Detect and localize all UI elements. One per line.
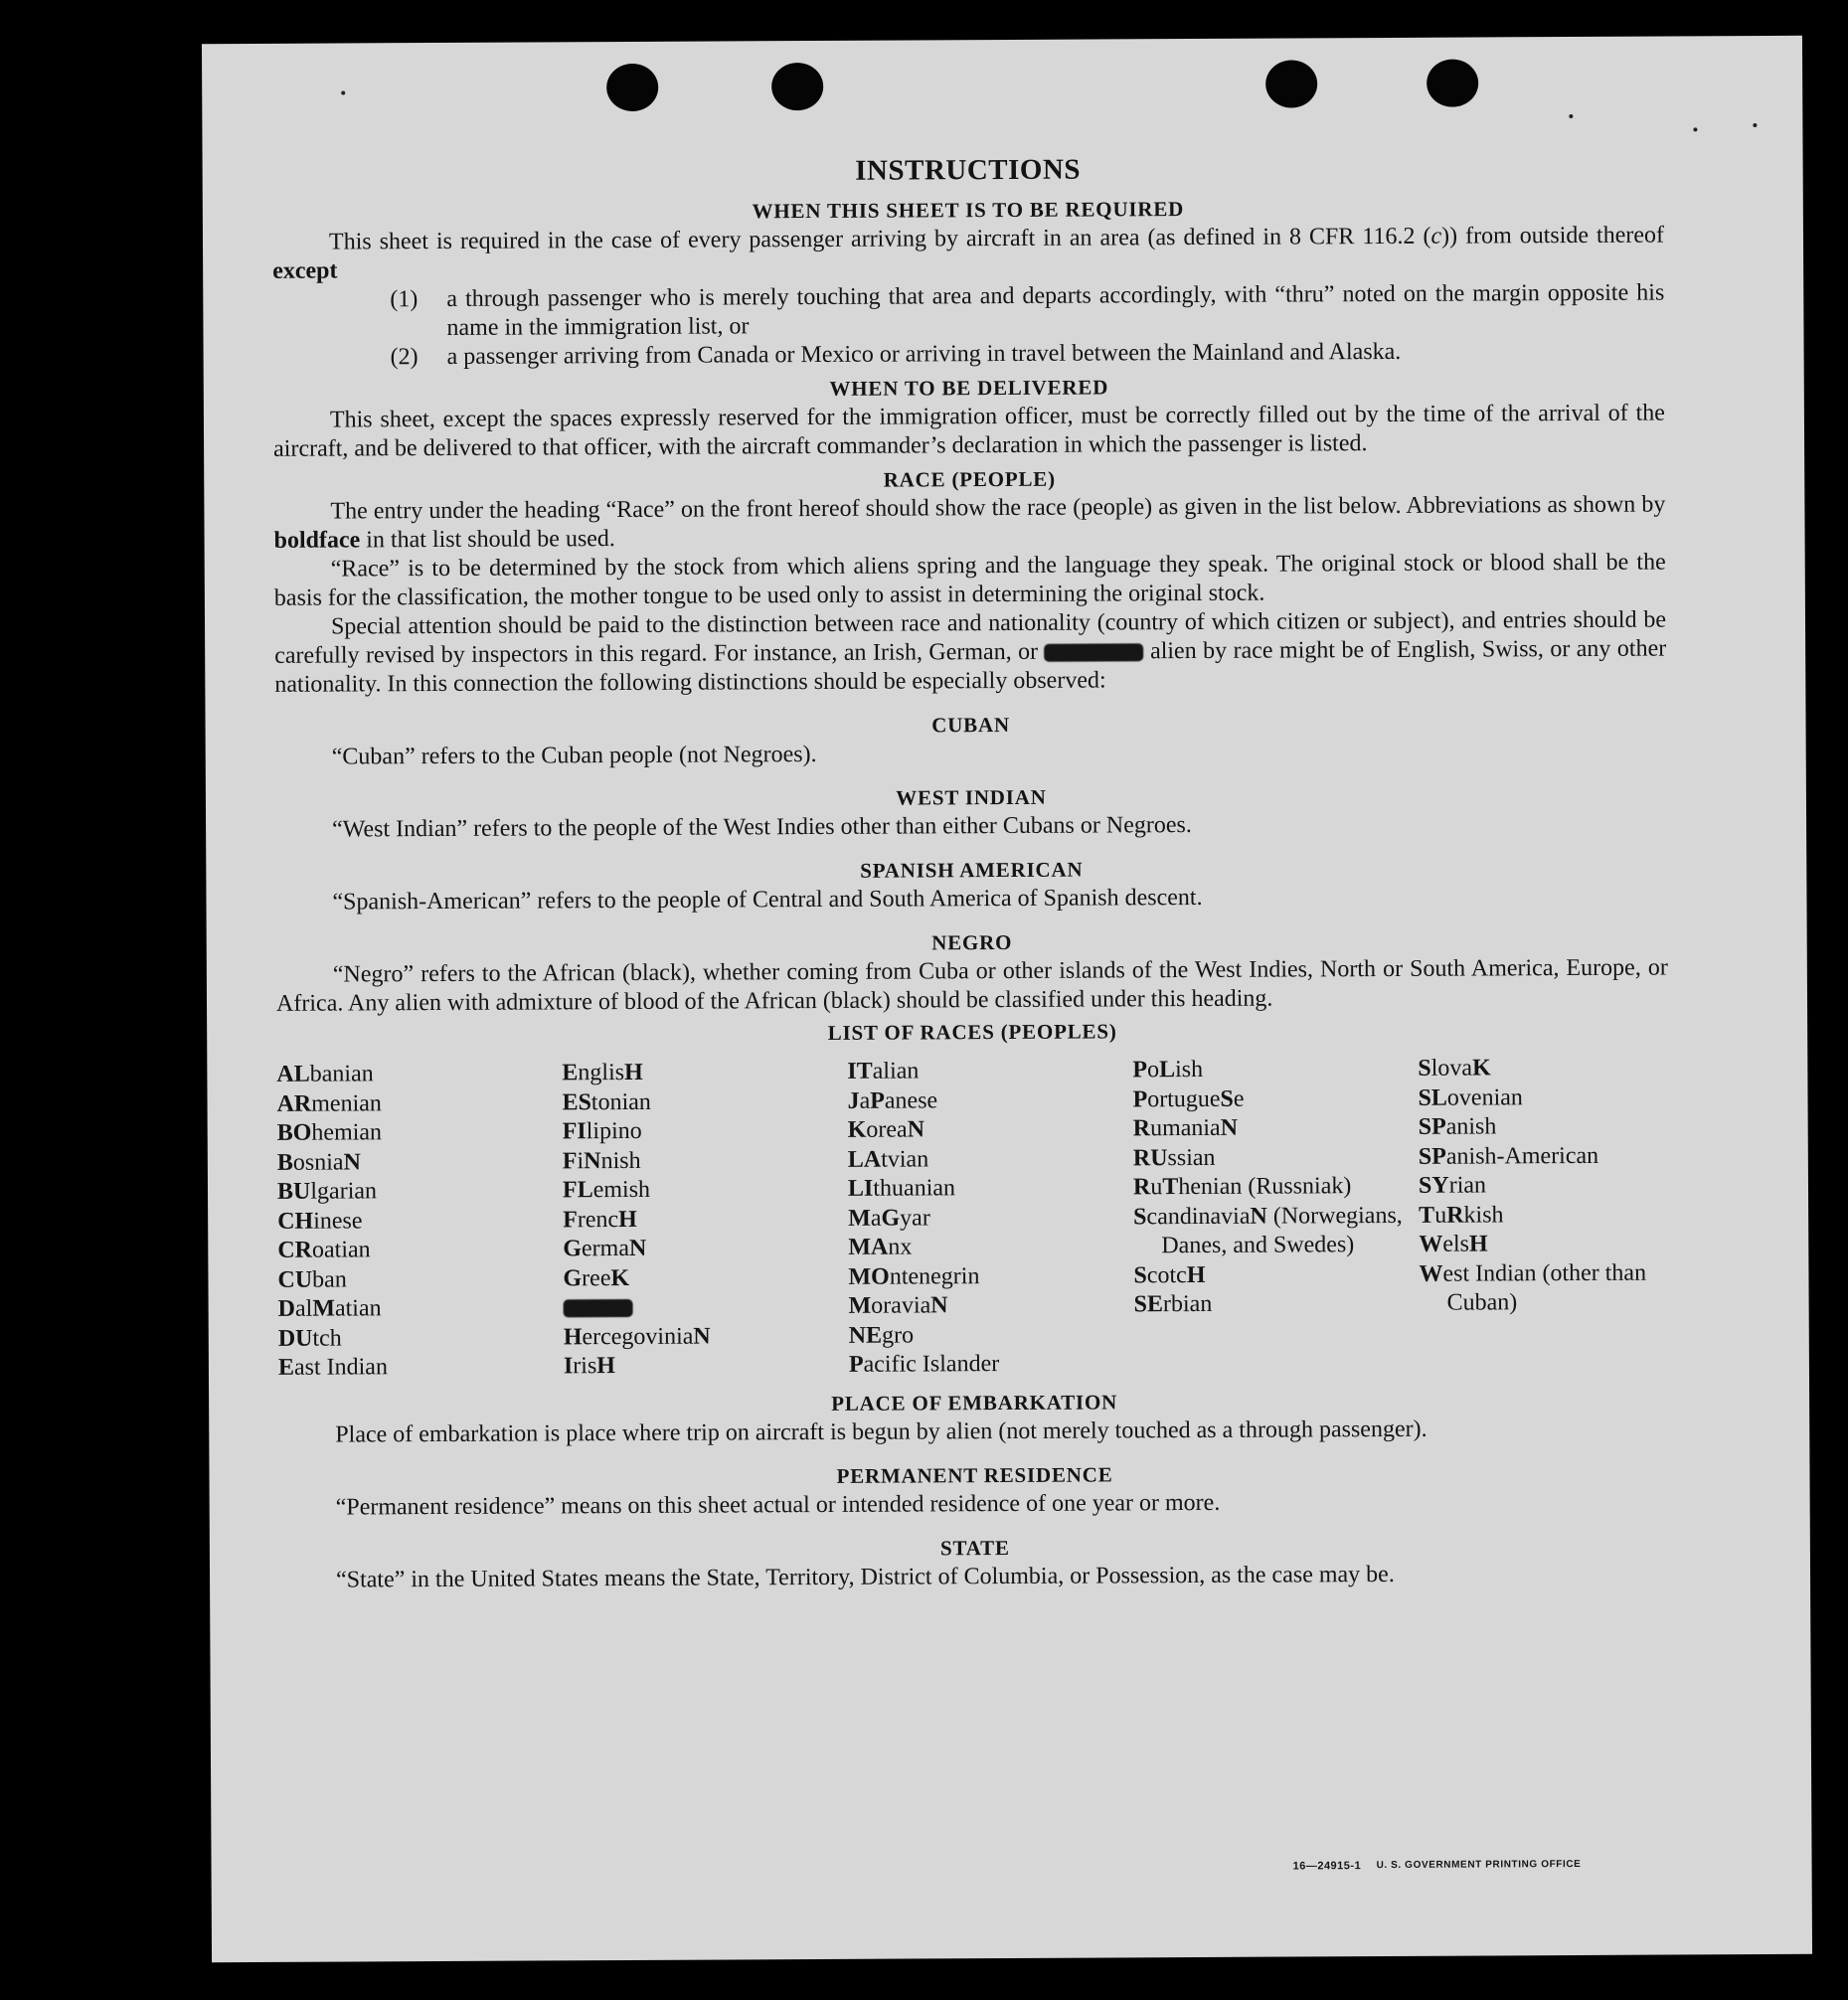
race-entry: PoLish [1132, 1056, 1204, 1083]
race-entry: GreeK [563, 1264, 630, 1291]
paragraph-negro: “Negro” refers to the African (black), whether coming from Cuba or other islands of the West Indies, North or South America, Europe, or Africa. Any alien with admixture of blood of the African (black) should be classified under this heading. [275, 954, 1668, 1017]
race-entry: SErbian [1133, 1290, 1213, 1318]
races-list [276, 1054, 1670, 1384]
page-title: INSTRUCTIONS [855, 153, 1082, 187]
punch-hole [771, 63, 823, 110]
races-column [1418, 1054, 1668, 1378]
heading-list-of-races: LIST OF RACES (PEOPLES) [827, 1019, 1117, 1045]
race-entry: CRoatian [277, 1237, 371, 1263]
race-entry: EnglisH [562, 1059, 643, 1086]
scan-speck [1753, 123, 1757, 127]
race-entry: DUtch [277, 1325, 342, 1352]
race-entry: ScandinaviaN (Norwegians, Danes, and Swedes) [1133, 1202, 1403, 1259]
race-entry: ScotcH [1133, 1261, 1206, 1288]
race-entry: PortugueSe [1132, 1085, 1245, 1112]
heading-embarkation: PLACE OF EMBARKATION [831, 1389, 1118, 1416]
race-entry: DalMatian [277, 1295, 382, 1322]
race-entry: RumaniaN [1132, 1114, 1239, 1142]
race-entry: ALbanian [276, 1061, 374, 1087]
heading-when-delivered: WHEN TO BE DELIVERED [829, 375, 1109, 401]
race-entry: MoraviaN [848, 1292, 948, 1319]
redaction-mark [1045, 644, 1144, 663]
paragraph-race-1: The entry under the heading “Race” on the front hereof should show the race (people) as given in the list below. Abbreviations as shown by boldface in that list should be used. [273, 491, 1666, 554]
race-entry: LAtvian [847, 1145, 929, 1173]
instructions-body [272, 151, 1672, 1595]
race-entry: MaGyar [848, 1204, 930, 1232]
race-entry: WelsH [1419, 1231, 1488, 1257]
race-entry: TuRkish [1419, 1201, 1504, 1229]
paragraph-race-2: “Race” is to be determined by the stock from which aliens spring and the language they speak. The original stock or blood shall be the basis for the classification, the mother tongue to be used only to assist in determining the original stock. [273, 549, 1666, 611]
race-entry: ARmenian [276, 1089, 382, 1117]
race-entry: MOntenegrin [848, 1262, 980, 1290]
scan-speck [1569, 114, 1573, 118]
race-entry: IrisH [563, 1353, 616, 1380]
heading-west-indian: WEST INDIAN [896, 784, 1047, 810]
race-entry: GermaN [563, 1235, 647, 1262]
race-entry: ITalian [847, 1058, 920, 1084]
race-entry: NEgro [848, 1321, 915, 1349]
paragraph-embarkation: Place of embarkation is place where trip on aircraft is begun by alien (not merely touched as a through passenger). [335, 1416, 1428, 1448]
race-entry: JaPanese [847, 1086, 938, 1114]
race-entry: EStonian [562, 1088, 651, 1115]
punch-hole [606, 64, 658, 111]
race-entry: BOhemian [276, 1119, 383, 1146]
race-entry: CUban [277, 1265, 347, 1293]
paragraph-cuban: “Cuban” refers to the Cuban people (not Negroes). [331, 741, 817, 770]
redaction-mark [564, 1299, 633, 1317]
race-entry: FLemish [562, 1176, 651, 1204]
heading-negro: NEGRO [931, 929, 1013, 955]
race-entry: CHinese [277, 1207, 363, 1235]
race-entry: RuThenian (Russniak) [1132, 1173, 1352, 1201]
race-entry: MAnx [848, 1234, 913, 1260]
punch-hole [1427, 60, 1478, 107]
document-sheet [202, 36, 1812, 1962]
punch-hole [1265, 60, 1317, 107]
paragraph-required: This sheet is required in the case of every passenger arriving by aircraft in an area (as defined in 8 CFR 116.2 (c)) from outside thereof except [272, 222, 1665, 284]
race-entry: RUssian [1132, 1144, 1216, 1171]
exception-item-1: (1) a through passenger who is merely touching that area and departs accordingly, with “thru” noted on the margin opposite his name in the immigration list, or [390, 279, 1665, 341]
paragraph-state: “State” in the United States means the State, Territory, District of Columbia, or Possession, as the case may be. [335, 1561, 1395, 1593]
heading-race: RACE (PEOPLE) [883, 466, 1056, 492]
heading-cuban: CUBAN [931, 712, 1010, 738]
heading-permanent-residence: PERMANENT RESIDENCE [836, 1461, 1113, 1488]
race-entry: KoreaN [847, 1116, 925, 1143]
heading-when-required: WHEN THIS SHEET IS TO BE REQUIRED [752, 197, 1185, 224]
race-entry: LIthuanian [847, 1175, 956, 1202]
paragraph-delivered: This sheet, except the spaces expressly reserved for the immigration officer, must be correctly filled out by the time of the arrival of the aircraft, and be delivered to that officer, with the aircraft commander’s declaration in which the passenger is listed. [273, 400, 1665, 462]
race-entry: West Indian (other than Cuban) [1419, 1259, 1647, 1316]
race-entry: FiNnish [562, 1147, 641, 1174]
race-entry: SPanish [1418, 1113, 1497, 1140]
race-entry: Pacific Islander [848, 1351, 1000, 1378]
race-entry: BosniaN [276, 1148, 361, 1176]
races-column [562, 1058, 849, 1382]
race-entry: SPanish-American [1418, 1142, 1599, 1170]
race-entry: SLovenian [1418, 1083, 1523, 1111]
races-column [847, 1056, 1134, 1380]
form-number: 16—24915-1 [1292, 1860, 1362, 1873]
scan-speck [1693, 127, 1697, 131]
heading-spanish-american: SPANISH AMERICAN [860, 857, 1084, 883]
heading-state: STATE [939, 1535, 1010, 1560]
printer-credit: U. S. GOVERNMENT PRINTING OFFICE [1376, 1858, 1582, 1872]
scan-speck [341, 90, 345, 94]
race-entry: BUlgarian [276, 1178, 378, 1205]
paragraph-west-indian: “West Indian” refers to the people of the West Indies other than either Cubans or Negroes. [332, 812, 1192, 843]
races-column [276, 1059, 564, 1383]
paragraph-permanent-residence: “Permanent residence” means on this sheet actual or intended residence of one year or more. [335, 1489, 1221, 1521]
exception-item-2: (2) a passenger arriving from Canada or Mexico or arriving in travel between the Mainland and Alaska. [390, 338, 1402, 371]
race-entry: HercegoviniaN [563, 1323, 711, 1350]
race-entry: SlovaK [1418, 1055, 1491, 1082]
paragraph-race-3: Special attention should be paid to the distinction between race and nationality (country of which citizen or subject), and entries should be carefully revised by inspectors in this regard. For instance, an Irish, German, or alien by race might be of English, Swiss, or any other nationality. In this connection the following distinctions should be especially observed: [274, 606, 1667, 698]
race-entry [564, 1292, 849, 1323]
race-entry: SYrian [1418, 1172, 1487, 1199]
races-column [1132, 1055, 1420, 1379]
race-entry: East Indian [277, 1354, 388, 1381]
paragraph-spanish-american: “Spanish-American” refers to the people of Central and South America of Spanish descent. [332, 884, 1203, 916]
race-entry: FrencH [563, 1206, 637, 1233]
race-entry: FIlipino [562, 1117, 642, 1145]
